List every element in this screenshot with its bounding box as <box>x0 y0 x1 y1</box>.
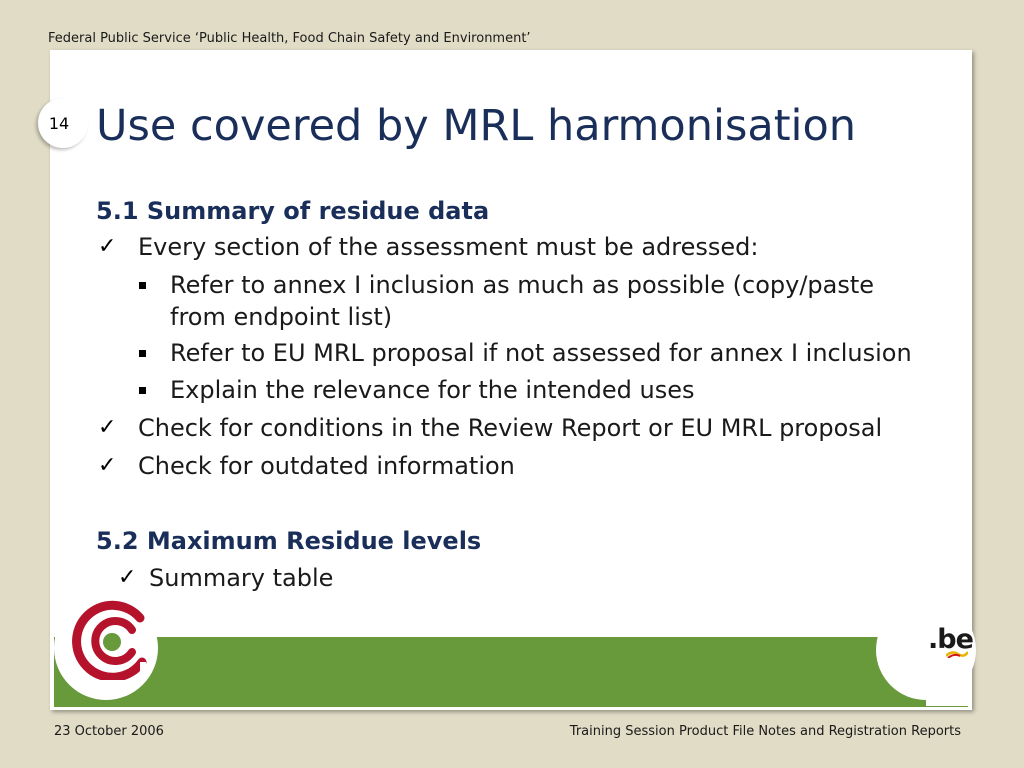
check-item-every-section: Every section of the assessment must be adressed: <box>138 233 759 261</box>
square-bullet-icon <box>139 387 146 394</box>
fps-swirl-logo-icon <box>62 600 152 680</box>
check-item-outdated: Check for outdated information <box>138 452 515 480</box>
footer-title: Training Session Product File Notes and Registration Reports <box>569 724 961 739</box>
green-band <box>54 637 968 707</box>
slide-title: Use covered by MRL harmonisation <box>96 101 857 151</box>
check-bullet-icon: ✓ <box>98 234 117 259</box>
check-bullet-icon: ✓ <box>98 415 117 440</box>
sub-item-relevance: Explain the relevance for the intended uses <box>170 376 695 404</box>
check-bullet-icon: ✓ <box>98 453 117 478</box>
header-organization: Federal Public Service ‘Public Health, Food Chain Safety and Environment’ <box>48 31 531 46</box>
sub-item-annex-line1: Refer to annex I inclusion as much as possible (copy/paste <box>170 271 875 299</box>
sub-item-annex-line2: from endpoint list) <box>170 303 393 331</box>
check-item-conditions: Check for conditions in the Review Report or EU MRL proposal <box>138 414 883 442</box>
square-bullet-icon <box>139 350 146 357</box>
check-bullet-icon: ✓ <box>118 565 137 590</box>
slide-number: 14 <box>48 114 70 133</box>
check-item-summary-table: Summary table <box>149 564 334 592</box>
be-logo-text: .be <box>928 624 973 655</box>
footer-date: 23 October 2006 <box>54 724 164 739</box>
section-heading-residue-data: 5.1 Summary of residue data <box>96 197 490 225</box>
square-bullet-icon <box>139 282 146 289</box>
sub-item-eu-mrl-proposal: Refer to EU MRL proposal if not assessed for annex I inclusion <box>170 339 912 367</box>
section-heading-mrl: 5.2 Maximum Residue levels <box>96 527 482 555</box>
be-logo-flag-icon <box>946 650 968 658</box>
